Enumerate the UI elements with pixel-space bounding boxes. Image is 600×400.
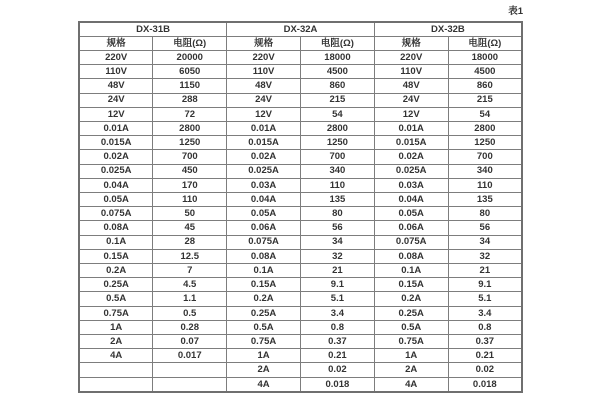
table-cell: 34 [300,235,374,249]
table-cell: 0.1A [227,264,301,278]
table-cell: 48V [79,79,153,93]
table-cell: 0.75A [374,335,448,349]
table-cell: 0.2A [227,292,301,306]
column-header-spec: 规格 [374,37,448,51]
table-cell: 5.1 [448,292,522,306]
table-cell: 0.02A [79,150,153,164]
table-cell: 9.1 [448,278,522,292]
table-cell: 110V [227,65,301,79]
table-row [79,264,522,278]
table-cell: 0.04A [374,193,448,207]
table-cell: 0.06A [227,221,301,235]
table-cell: 4.5 [153,278,227,292]
table-cell: 110 [300,178,374,192]
table-cell: 0.015A [374,136,448,150]
table-cell: 0.05A [227,207,301,221]
table-cell: 0.015A [227,136,301,150]
table-cell: 0.37 [300,335,374,349]
table-cell: 0.04A [79,178,153,192]
table-cell: 4500 [448,65,522,79]
table-cell: 0.1A [79,235,153,249]
table-cell: 0.075A [227,235,301,249]
table-cell: 24V [79,93,153,107]
table-cell: 1A [374,349,448,363]
table-cell: 0.2A [79,264,153,278]
group-header-dx32a: DX-32A [227,22,375,37]
table-row [79,122,522,136]
table-cell: 9.1 [300,278,374,292]
table-cell: 0.1A [374,264,448,278]
table-row [79,150,522,164]
table-cell: 0.15A [227,278,301,292]
table-cell: 0.21 [448,349,522,363]
table-cell: 1250 [448,136,522,150]
table-cell: 72 [153,107,227,121]
table-cell: 7 [153,264,227,278]
table-cell: 0.2A [374,292,448,306]
table-cell: 700 [448,150,522,164]
table-cell: 0.02 [300,363,374,377]
table-cell: 48V [374,79,448,93]
table-head [79,22,522,51]
table-cell: 0.025A [227,164,301,178]
table-cell: 18000 [300,51,374,65]
table-cell: 215 [300,93,374,107]
resistance-spec-table [78,21,523,393]
table-cell: 80 [300,207,374,221]
table-cell: 220V [374,51,448,65]
table-row [79,207,522,221]
table-cell: 1A [227,349,301,363]
table-row [79,292,522,306]
table-cell: 0.75A [79,306,153,320]
table-cell: 110V [79,65,153,79]
column-header-spec: 规格 [227,37,301,51]
table-cell: 700 [300,150,374,164]
table-cell: 0.03A [227,178,301,192]
table-cell: 6050 [153,65,227,79]
table-cell: 0.01A [227,122,301,136]
group-header-dx32b: DX-32B [374,22,522,37]
table-cell: 0.018 [448,377,522,392]
table-cell: 28 [153,235,227,249]
table-cell: 0.5A [227,320,301,334]
table-cell: 340 [300,164,374,178]
table-cell: 12V [374,107,448,121]
table-cell: 0.15A [79,249,153,263]
table-cell: 32 [300,249,374,263]
table-cell: 5.1 [300,292,374,306]
table-cell: 0.5A [374,320,448,334]
table-cell: 0.75A [227,335,301,349]
table-cell: 2A [227,363,301,377]
table-cell: 0.018 [300,377,374,392]
table-cell: 340 [448,164,522,178]
table-cell: 2A [374,363,448,377]
table-cell [79,377,153,392]
table-cell: 110 [153,193,227,207]
table-cell: 48V [227,79,301,93]
table-cell: 34 [448,235,522,249]
table-cell: 12V [79,107,153,121]
table-cell: 12.5 [153,249,227,263]
table-cell: 50 [153,207,227,221]
table-cell: 110V [374,65,448,79]
table-cell: 0.075A [79,207,153,221]
table-cell: 220V [227,51,301,65]
column-header-spec: 规格 [79,37,153,51]
table-row [79,221,522,235]
table-caption: 表1 [508,6,523,17]
table-cell: 0.25A [227,306,301,320]
table-cell [153,377,227,392]
table-cell: 0.02A [227,150,301,164]
table-row [79,349,522,363]
table-cell: 0.07 [153,335,227,349]
table-cell: 80 [448,207,522,221]
table-cell: 0.21 [300,349,374,363]
table-cell: 1.1 [153,292,227,306]
table-cell: 2A [79,335,153,349]
table-cell: 4A [374,377,448,392]
table-cell: 4A [227,377,301,392]
table-cell: 21 [300,264,374,278]
table-cell: 450 [153,164,227,178]
table-cell: 0.075A [374,235,448,249]
table-cell: 3.4 [448,306,522,320]
table-cell: 18000 [448,51,522,65]
table-cell: 4A [79,349,153,363]
table-cell: 24V [227,93,301,107]
table-cell: 0.5 [153,306,227,320]
table-cell: 1250 [300,136,374,150]
table-cell: 56 [300,221,374,235]
table-cell: 0.5A [79,292,153,306]
table-cell: 54 [300,107,374,121]
table-row [79,93,522,107]
table-cell: 54 [448,107,522,121]
table-cell: 0.017 [153,349,227,363]
table-row [79,278,522,292]
table-cell: 860 [448,79,522,93]
table-row [79,320,522,334]
table-cell: 0.37 [448,335,522,349]
table-cell: 215 [448,93,522,107]
table-row [79,249,522,263]
table-cell: 0.15A [374,278,448,292]
table-cell: 0.28 [153,320,227,334]
column-header-resistance: 电阻(Ω) [300,37,374,51]
table-cell: 3.4 [300,306,374,320]
table-cell: 860 [300,79,374,93]
table-row [79,51,522,65]
table-cell: 1250 [153,136,227,150]
table-cell: 24V [374,93,448,107]
table-row [79,377,522,392]
table-cell: 4500 [300,65,374,79]
table-body [79,51,522,393]
table-cell: 1150 [153,79,227,93]
table-cell: 21 [448,264,522,278]
table-cell: 2800 [300,122,374,136]
group-header-row [79,22,522,37]
table-cell: 0.025A [374,164,448,178]
table-cell: 20000 [153,51,227,65]
table-cell: 2800 [448,122,522,136]
table-cell: 0.08A [79,221,153,235]
table-cell: 0.8 [448,320,522,334]
table-cell: 1A [79,320,153,334]
table-row [79,335,522,349]
table-cell: 0.05A [79,193,153,207]
table-cell: 56 [448,221,522,235]
table-cell: 0.08A [227,249,301,263]
table-row [79,235,522,249]
table-row [79,65,522,79]
table-cell: 0.25A [374,306,448,320]
table-cell: 288 [153,93,227,107]
table-cell: 2800 [153,122,227,136]
table-row [79,107,522,121]
table-cell: 12V [227,107,301,121]
table-cell: 0.015A [79,136,153,150]
table-cell: 0.03A [374,178,448,192]
table-cell [153,363,227,377]
table-cell: 0.02A [374,150,448,164]
column-header-resistance: 电阻(Ω) [448,37,522,51]
table-row [79,193,522,207]
table-row [79,79,522,93]
table-cell: 32 [448,249,522,263]
table-cell: 0.8 [300,320,374,334]
table-cell: 170 [153,178,227,192]
table-cell: 0.05A [374,207,448,221]
table-cell: 0.025A [79,164,153,178]
table-cell: 0.01A [374,122,448,136]
column-header-row [79,37,522,51]
table-row [79,136,522,150]
table-row [79,306,522,320]
table-cell: 45 [153,221,227,235]
table-cell: 220V [79,51,153,65]
table-cell: 0.08A [374,249,448,263]
group-header-dx31b: DX-31B [79,22,227,37]
table-cell: 110 [448,178,522,192]
table-cell: 135 [300,193,374,207]
table-cell: 0.04A [227,193,301,207]
table-row [79,363,522,377]
table-cell: 0.25A [79,278,153,292]
table-cell: 135 [448,193,522,207]
table-row [79,164,522,178]
table-cell: 700 [153,150,227,164]
table-cell: 0.02 [448,363,522,377]
table-cell: 0.01A [79,122,153,136]
table-row [79,178,522,192]
table-cell: 0.06A [374,221,448,235]
column-header-resistance: 电阻(Ω) [153,37,227,51]
table-cell [79,363,153,377]
